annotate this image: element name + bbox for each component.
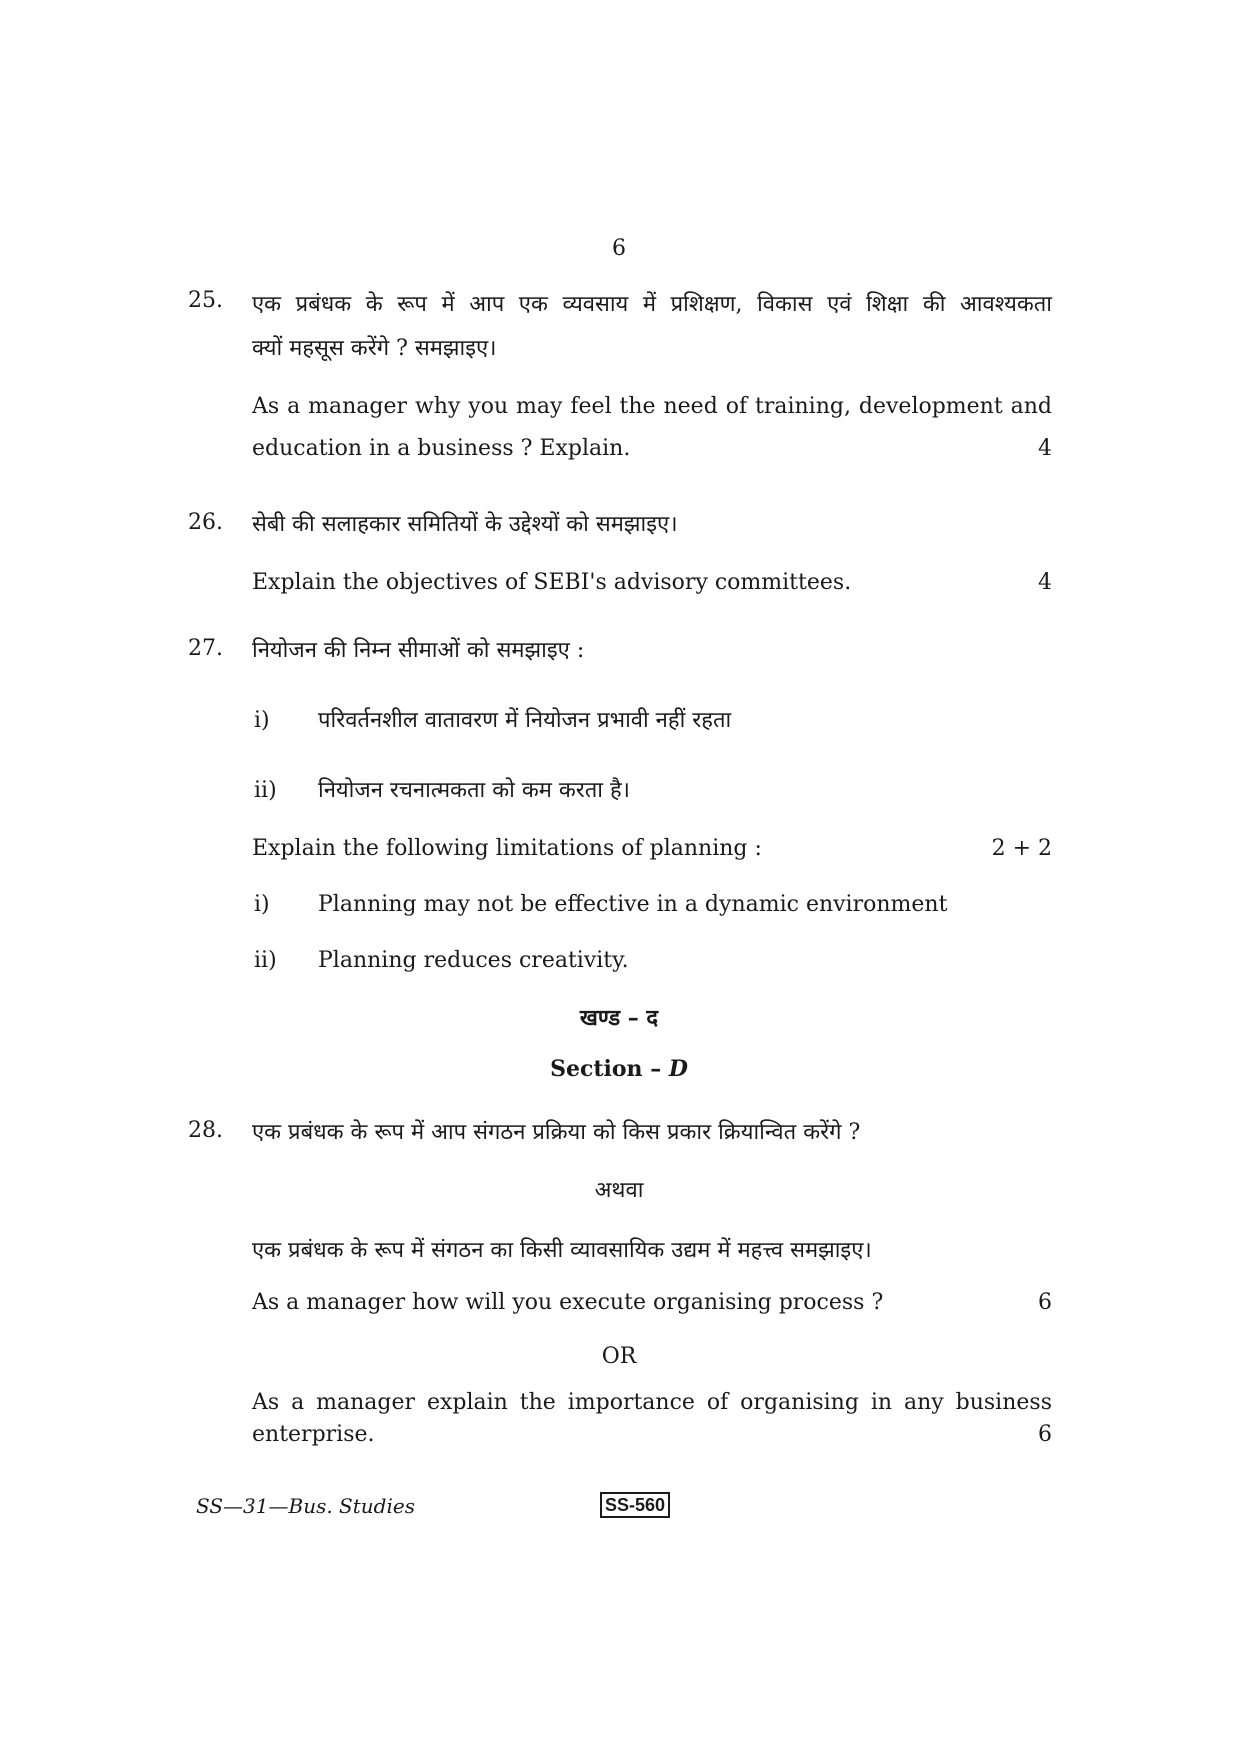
q28-marks-2: 6 (1038, 1422, 1052, 1447)
section-heading-prefix: Section – (550, 1056, 669, 1082)
q25-english-line-2: education in a business ? Explain. (252, 436, 631, 461)
q27-hindi: नियोजन की निम्न सीमाओं को समझाइए : (252, 638, 585, 663)
q25-hindi-line-1: एक प्रबंधक के रूप में आप एक व्यवसाय में प्रशिक्षण, विकास एवं शिक्षा की आवश्यकता (252, 292, 1052, 317)
section-heading-english (0, 1056, 1238, 1082)
question-number-26: 26. (188, 510, 223, 535)
page-number: 6 (612, 236, 626, 261)
q28-english-question-1: As a manager how will you execute organising process ? (252, 1290, 884, 1315)
question-number-28: 28. (188, 1118, 223, 1143)
q27-hindi-item-text: नियोजन रचनात्मकता को कम करता है। (318, 778, 631, 803)
q28-english-question-2-line-2: enterprise. (252, 1422, 375, 1447)
q25-marks: 4 (1038, 436, 1052, 461)
q27-hindi-item-label: ii) (254, 778, 277, 803)
question-number-27: 27. (188, 636, 223, 661)
q26-marks: 4 (1038, 570, 1052, 595)
q27-english-item-text: Planning may not be effective in a dynamic environment (318, 892, 948, 917)
q28-hindi-or: अथवा (594, 1178, 644, 1203)
q28-english-or: OR (601, 1344, 637, 1369)
section-heading-letter: D (668, 1056, 688, 1082)
q27-hindi-item-label: i) (254, 708, 270, 733)
q25-hindi-line-2: क्यों महसूस करेंगे ? समझाइए। (252, 336, 497, 361)
q28-hindi-question-2: एक प्रबंधक के रूप में संगठन का किसी व्यावसायिक उद्यम में महत्त्व समझाइए। (252, 1238, 872, 1263)
question-number-25: 25. (188, 288, 223, 313)
q26-hindi: सेबी की सलाहकार समितियों के उद्देश्यों को समझाइए। (252, 512, 678, 537)
q27-english-item-label: ii) (254, 948, 277, 973)
section-heading-hindi: खण्ड – द (579, 1005, 659, 1031)
q25-english-line-1: As a manager why you may feel the need of training, development and (252, 394, 1052, 419)
q28-english-question-2-line-1: As a manager explain the importance of organising in any business (252, 1390, 1052, 1415)
footer-subject: SS—31—Bus. Studies (196, 1494, 415, 1518)
q27-english: Explain the following limitations of planning : (252, 836, 762, 861)
q26-english: Explain the objectives of SEBI's advisory committees. (252, 570, 852, 595)
q27-english-item-text: Planning reduces creativity. (318, 948, 629, 973)
q27-english-item-label: i) (254, 892, 270, 917)
footer-paper-code: SS-560 (600, 1492, 670, 1518)
q27-marks: 2 + 2 (991, 836, 1052, 861)
q28-marks-1: 6 (1038, 1290, 1052, 1315)
q27-hindi-item-text: परिवर्तनशील वातावरण में नियोजन प्रभावी नहीं रहता (318, 708, 732, 733)
q28-hindi-question-1: एक प्रबंधक के रूप में आप संगठन प्रक्रिया को किस प्रकार क्रियान्वित करेंगे ? (252, 1120, 861, 1145)
